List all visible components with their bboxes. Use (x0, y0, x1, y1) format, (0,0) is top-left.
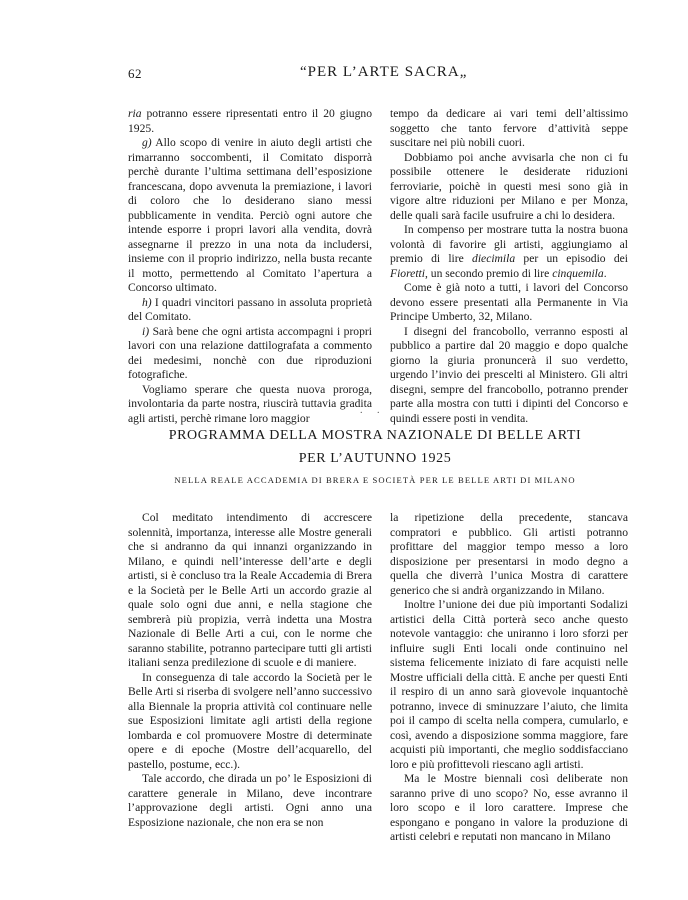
paragraph-text: potranno essere ripresentati entro il 20 giugno 1925. (128, 107, 372, 135)
page-number: 62 (128, 66, 142, 81)
paragraph (128, 107, 372, 136)
paragraph-text: per un episodio dei (515, 252, 628, 265)
italic-text: diecimila (472, 252, 516, 265)
paragraph: Tale accordo, che dirada un po’ le Esposizioni di carattere generale in Milano, deve incontrare l’approvazione degli artisti. Ogni anno una Esposizione nazionale, che non era se non (128, 772, 372, 829)
paragraph (128, 296, 372, 325)
section-venue: NELLA REALE ACCADEMIA DI BRERA E SOCIETÀ PER LE BELLE ARTI DI MILANO (174, 475, 576, 485)
paragraph: tempo da dedicare ai vari temi dell’altissimo soggetto che tanto fervore d’attività seppe suscitare nei più nobili cuori. (390, 107, 628, 149)
paragraph: Dobbiamo poi anche avvisarla che non ci fu possibile ottenere le desiderate riduzioni ferroviarie, poichè in questi mesi sono già in vigore altre riduzioni per Milano e per Monza, delle quali sarà facile usufruire a chi lo desidera. (390, 150, 628, 222)
paragraph: Inoltre l’unione dei due più importanti Sodalizi artistici della Città porterà seco anche questo notevole vantaggio: che uniranno i loro sforzi per influire sugli Enti locali onde continuino nel sistema felicemente iniziato di fare acquisti nelle Mostre ufficiali della città. E anche per questi Enti il respiro di un anno sarà giovevole inquantochè potranno, invece di sminuzzare l’aiuto, che limita poi il campo di scelta nella compera, cumularlo, e così, avendo a disposizione somma maggiore, fare acquisti più importanti, che meglio soddisfacciano loro e più profittevoli riescano agli artisti. (390, 598, 628, 771)
paragraph-text: Sarà bene che ogni artista accompagni i propri lavori con una relazione dattilografata a commento dei medesimi, nonchè con due riproduzioni fotografiche. (128, 324, 372, 381)
paragraph: In conseguenza di tale accordo la Società per le Belle Arti si riserba di svolgere nell’anno successivo alla Biennale la propria attività col continuare nelle sue Esposizioni limitate agli artisti della regione lombarda e col promuovere Mostre di determinate opere e di epoche (Mostre dell’acquarello, del pastello, postume, ecc.). (128, 670, 372, 771)
paragraph-text: In compenso per mostrare tutta la nostra buona volontà di favorire gli artisti, aggiungiamo al premio di lire (390, 223, 628, 265)
italic-text: cinquemila (552, 266, 604, 280)
item-label: g) (142, 136, 152, 149)
section-divider: . . (360, 405, 386, 416)
bottom-right-column (390, 511, 628, 845)
paragraph (128, 325, 372, 383)
italic-text: Fioretti (390, 266, 425, 280)
item-label: h) (142, 295, 152, 309)
paragraph (390, 223, 628, 281)
item-label: i) (142, 324, 150, 338)
paragraph: Vogliamo sperare che questa nuova proroga, involontaria da parte nostra, riuscirà tuttavia gradita agli artisti, perchè rimane loro maggior (128, 382, 372, 425)
paragraph: la ripetizione della precedente, stancava compratori e pubblico. Gli artisti potranno profittare del maggior tempo messo a loro disposizione per presentarsi in modo degno a quella che diverrà l’unica Mostra di carattere generico che si andrà organizzando in Milano. (390, 511, 628, 597)
paragraph-text: Allo scopo di venire in aiuto degli artisti che rimarranno soccombenti, il Comitato disporrà perchè durante l’ultima settimana dell’esposizione francescana, dopo avvenuta la premiazione, i lavori di coloro che lo desiderano siano messi pubblicamente in vendita. Perciò ogni autore che intende esporre i propri lavori alla vendita, dovrà assegnarne il prezzo in una nota da includersi, insieme con il proprio indirizzo, nella busta recante il motto, permettendo al Comitato l’apertura a Concorso ultimato. (128, 136, 372, 294)
italic-text: ria (128, 107, 142, 120)
paragraph: Ma le Mostre biennali così deliberate non saranno prive di uno scopo? No, esse avranno il loro scopo e il loro carattere. Imprese che espongano e pongano in valore la produzione di artisti celebri e reputati non mancano in Milano (390, 772, 628, 843)
bottom-left-column (128, 511, 372, 830)
section-subtitle: PER L’AUTUNNO 1925 (298, 451, 452, 466)
top-left-column (128, 107, 372, 426)
running-title: “PER L’ARTE SACRA„ (300, 64, 468, 80)
paragraph-text: . (603, 266, 607, 280)
paragraph (128, 136, 372, 296)
paragraph: Col meditato intendimento di accrescere solennità, importanza, interesse alle Mostre generali che si andranno da qui innanzi organizzando in Milano, e quindi nell’interesse dell’arte e degli artisti, si è concluso tra la Reale Accademia di Brera e la Società per le Belle Arti un accordo grazie al quale solo ogni due anni, e nella stagione che sembrerà più propizia, verrà indetta una Mostra Nazionale di Belle Arti a cui, con le norme che saranno stabilite, potranno partecipare tutti gli artisti italiani senza predilezione di scuole e di maniere. (128, 511, 372, 669)
top-right-column (390, 107, 628, 426)
paragraph: Come è già noto a tutti, i lavori del Concorso devono essere presentati alla Permanente in Via Principe Umberto, 32, Milano. (390, 281, 628, 323)
paragraph-text: I quadri vincitori passano in assoluta proprietà del Comitato. (128, 295, 372, 323)
section-title: PROGRAMMA DELLA MOSTRA NAZIONALE DI BELLE ARTI (168, 428, 582, 443)
paragraph: I disegni del francobollo, verranno esposti al pubblico a partire dal 20 maggio e dopo qualche giorno la giuria pronuncerà il suo verdetto, urgendo l’invio dei prescelti al Ministero. Gli altri disegni, sempre del francobollo, potranno prender parte alla mostra con tutti i dipinti del Concorso e quindi essere posti in vendita. (390, 324, 628, 425)
paragraph-text: , un secondo premio di lire (425, 266, 553, 280)
